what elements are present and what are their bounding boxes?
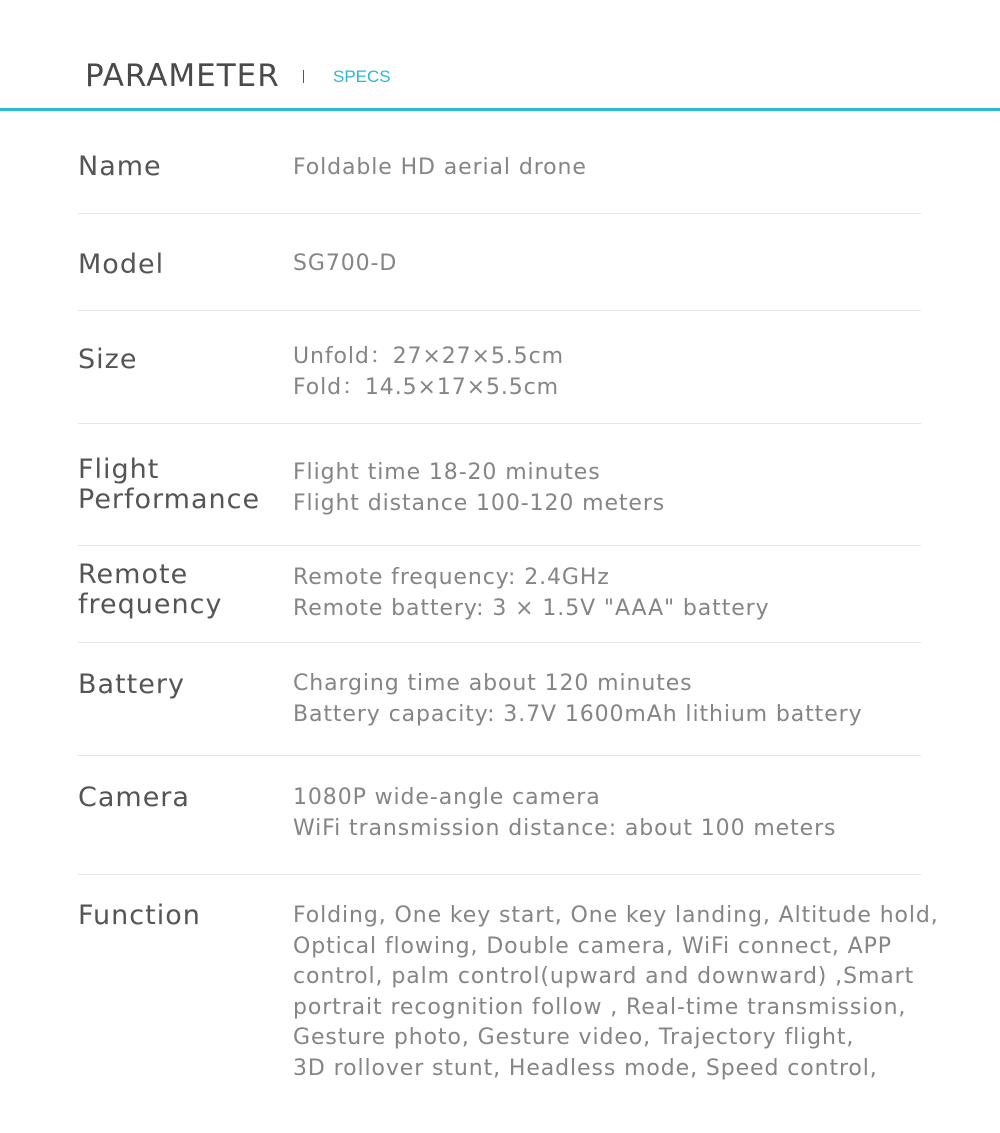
spec-value: [293, 249, 973, 280]
spec-label: [78, 345, 278, 375]
spec-label-line: Camera: [78, 782, 190, 813]
spec-label-line: Remote: [78, 559, 189, 590]
row-divider: [78, 755, 921, 756]
spec-value-line: Folding, One key start, One key landing, Altitude hold,: [293, 903, 939, 928]
row-divider: [78, 642, 921, 643]
spec-label: [78, 670, 278, 700]
spec-value: [293, 458, 973, 519]
row-divider: [78, 423, 921, 424]
spec-value-line: SG700-D: [293, 251, 398, 276]
header: [0, 0, 1000, 110]
header-separator: [303, 70, 304, 83]
spec-label-line: Name: [78, 151, 162, 182]
spec-label: [78, 901, 278, 931]
spec-label-line: Function: [78, 900, 201, 931]
spec-label: [78, 250, 278, 280]
spec-value: [293, 153, 973, 184]
page-title: PARAMETER: [85, 58, 280, 94]
row-divider: [78, 545, 921, 546]
spec-label-line: Size: [78, 344, 138, 375]
spec-value-line: Remote battery: 3 × 1.5V "AAA" battery: [293, 595, 770, 621]
spec-value-line: portrait recognition follow , Real-time transmission,: [293, 994, 907, 1020]
header-rule: [0, 108, 1000, 111]
spec-value: [293, 342, 973, 403]
spec-value-line: Battery capacity: 3.7V 1600mAh lithium battery: [293, 701, 863, 727]
spec-value-line: Unfold：27×27×5.5cm: [293, 344, 564, 369]
spec-value: [293, 669, 973, 730]
spec-value-line: control, palm control(upward and downward) ,Smart: [293, 964, 915, 989]
spec-value-line: Foldable HD aerial drone: [293, 155, 587, 180]
spec-label-line: frequency: [78, 589, 223, 620]
spec-label: [78, 783, 278, 813]
spec-value-line: Flight distance 100-120 meters: [293, 490, 666, 516]
spec-label-line: Battery: [78, 669, 185, 700]
spec-value-line: Gesture photo, Gesture video, Trajectory flight,: [293, 1025, 855, 1050]
spec-label: [78, 152, 278, 182]
spec-value-line: Optical flowing, Double camera, WiFi connect, APP: [293, 933, 892, 959]
spec-value-line: 1080P wide-angle camera: [293, 785, 601, 810]
spec-value-line: WiFi transmission distance: about 100 meters: [293, 815, 837, 841]
spec-value-line: Remote frequency: 2.4GHz: [293, 565, 610, 590]
spec-label-line: Performance: [78, 484, 261, 515]
spec-value-line: 3D rollover stunt, Headless mode, Speed control,: [293, 1055, 878, 1081]
row-divider: [78, 213, 921, 214]
spec-value: [293, 901, 973, 1084]
spec-value: [293, 563, 973, 624]
spec-value-line: Flight time 18-20 minutes: [293, 460, 601, 485]
row-divider: [78, 874, 921, 875]
spec-value-line: Charging time about 120 minutes: [293, 671, 693, 696]
row-divider: [78, 310, 921, 311]
spec-label: [78, 560, 278, 620]
spec-label: [78, 455, 278, 515]
spec-value-line: Fold：14.5×17×5.5cm: [293, 374, 559, 400]
spec-value: [293, 783, 973, 844]
page-subtitle: SPECS: [333, 67, 391, 86]
spec-label-line: Flight: [78, 454, 160, 485]
spec-label-line: Model: [78, 249, 165, 280]
